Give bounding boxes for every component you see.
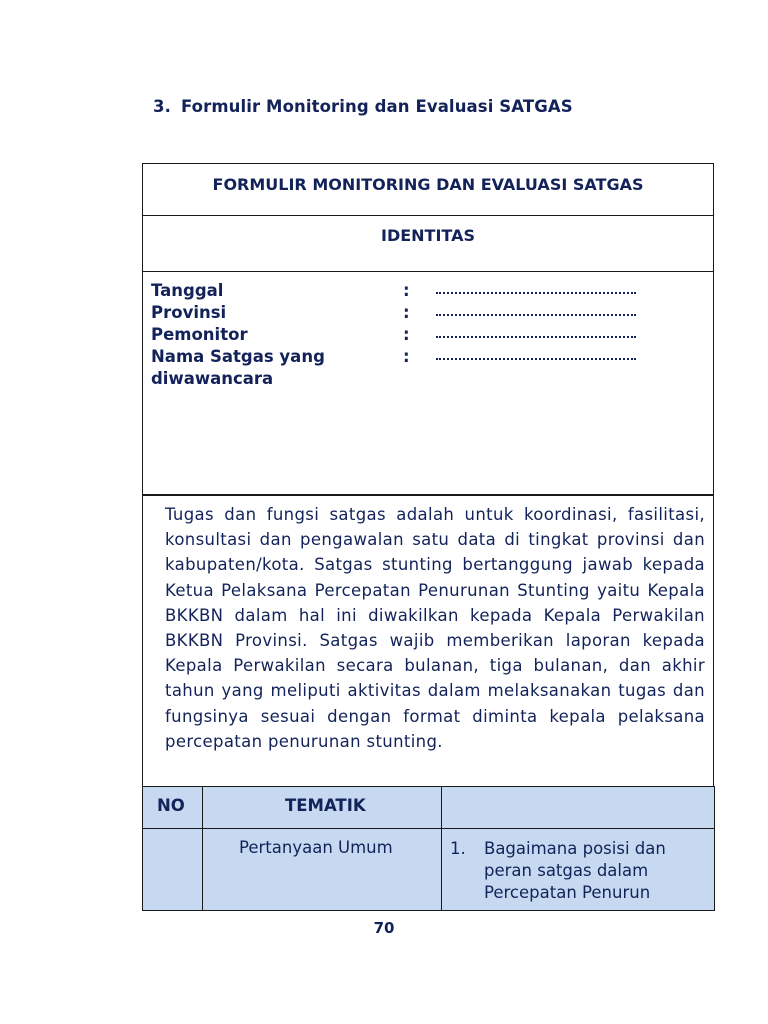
header-empty	[442, 787, 715, 829]
question-item	[450, 838, 714, 904]
question-number: 1.	[450, 839, 466, 858]
page-number: 70	[373, 919, 395, 937]
cell-no	[143, 829, 203, 911]
tematik-table	[142, 786, 715, 911]
identity-fields	[143, 272, 713, 496]
monitoring-form	[142, 163, 714, 788]
tematik-table-wrapper	[142, 786, 714, 911]
field-label: Tanggal	[151, 281, 224, 300]
section-heading	[153, 97, 573, 116]
section-title: Formulir Monitoring dan Evaluasi SATGAS	[180, 97, 573, 116]
field-label-continued: diwawancara	[151, 369, 274, 388]
field-label: Nama Satgas yang	[151, 347, 325, 366]
table-row	[143, 829, 715, 911]
field-blank-line[interactable]	[436, 358, 636, 360]
field-label: Pemonitor	[151, 325, 248, 344]
cell-question	[442, 829, 715, 911]
form-description: Tugas dan fungsi satgas adalah untuk koordinasi, fasilitasi, konsultasi dan pengawalan satu data di tingkat provinsi dan kabupaten/kota. Satgas stunting bertanggung jawab kepada Ketua Pelaksana Percepatan Penurunan Stunting yaitu Kepala BKKBN dalam hal ini diwakilkan kepada Kepala Perwakilan BKKBN Provinsi. Satgas wajib memberikan laporan kepada Kepala Perwakilan secara bulanan, tiga bulanan, dan akhir tahun yang meliputi aktivitas dalam melaksanakan tugas dan fungsinya sesuai dengan format diminta kepala pelaksana percepatan penurunan stunting.	[165, 505, 705, 751]
field-label: Provinsi	[151, 303, 227, 322]
field-blank-line[interactable]	[436, 336, 636, 338]
field-colon: :	[403, 303, 410, 322]
field-colon: :	[403, 325, 410, 344]
header-no: NO	[143, 787, 203, 829]
form-title: FORMULIR MONITORING DAN EVALUASI SATGAS	[143, 164, 713, 216]
field-blank-line[interactable]	[436, 314, 636, 316]
field-colon: :	[403, 281, 410, 300]
header-tematik: TEMATIK	[203, 787, 442, 829]
question-text: Bagaimana posisi dan peran satgas dalam Percepatan Penurun	[484, 839, 666, 902]
cell-tematik: Pertanyaan Umum	[203, 829, 442, 911]
section-number: 3.	[153, 97, 171, 116]
field-blank-line[interactable]	[436, 292, 636, 294]
table-header-row	[143, 787, 715, 829]
field-colon: :	[403, 347, 410, 366]
identitas-heading: IDENTITAS	[143, 216, 713, 272]
